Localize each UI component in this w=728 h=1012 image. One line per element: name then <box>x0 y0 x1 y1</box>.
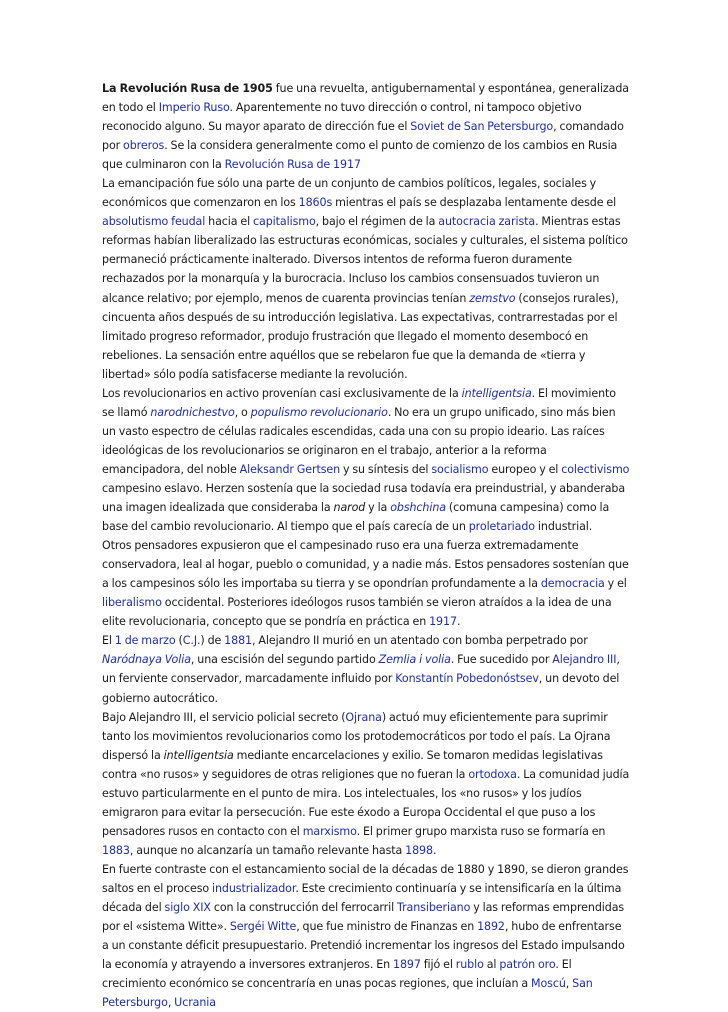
paragraph-4 <box>102 536 630 631</box>
text-run: . Fue sucedido por <box>450 653 553 667</box>
text-run: , que fue ministro de Finanzas en <box>296 920 478 934</box>
text-run: . Aparentemente no tuvo dirección o control, ni tampoco objetivo reconocido alguno. Su mayor aparato de dirección fue el <box>102 101 582 134</box>
text-run: En fuerte contraste con el estancamiento social de la décadas de 1880 y 1890, se dieron grandes saltos en el proceso <box>102 862 629 895</box>
text-run: al <box>483 958 500 972</box>
paragraph-7 <box>102 860 630 1012</box>
inline-link[interactable]: Konstantín Pobedonóstsev <box>395 672 539 686</box>
text-run: europeo y el <box>488 462 562 476</box>
inline-link[interactable]: San Petersburgo <box>102 977 593 1010</box>
text-run: , o <box>234 405 251 419</box>
text-run: campesino eslavo. Herzen sostenía que la sociedad rusa todavía era preindustrial, y abanderaba una imagen idealizada que consideraba la <box>102 481 626 515</box>
text-run: . El primer grupo marxista ruso se formaría en <box>356 824 606 838</box>
text-run: , un ferviente conservador, marcadamente influido por <box>102 653 620 686</box>
inline-link[interactable]: socialismo <box>431 462 489 476</box>
text-run: , bajo el régimen de la <box>315 215 439 229</box>
text-run: fue una revuelta, antigubernamental y espontánea, generalizada en todo el <box>102 82 629 115</box>
text-run: narod <box>333 501 366 515</box>
text-run: ) de <box>200 634 225 648</box>
text-run: y su síntesis del <box>340 462 432 476</box>
inline-link[interactable]: Sergéi Witte <box>229 920 297 934</box>
inline-link[interactable]: ortodoxa <box>468 767 517 781</box>
text-run: ( <box>175 634 183 648</box>
inline-link[interactable]: 1860s <box>298 196 333 210</box>
inline-link[interactable]: industrializador <box>212 881 296 895</box>
text-run: . <box>456 615 461 629</box>
document-body <box>102 79 630 1012</box>
text-run: . Se la considera generalmente como el punto de comienzo de los cambios en Rusia que culminaron con la <box>102 139 618 172</box>
inline-link[interactable]: 1917 <box>429 615 457 629</box>
text-run: con la construcción del ferrocarril <box>210 901 398 915</box>
inline-link[interactable]: obreros <box>123 139 165 153</box>
text-run: mediante encarcelaciones y exilio. Se tomaron medidas legislativas contra «no rusos» y seguidores de otras religiones que no fueran la <box>102 748 603 781</box>
text-run: , una escisión del segundo partido <box>190 653 379 667</box>
inline-link[interactable]: Zemlia i volia <box>378 653 451 667</box>
text-run: (comuna campesina) como la base del cambio revolucionario. Al tiempo que el país carecía de un <box>102 501 610 534</box>
text-run: Bajo Alejandro III, el servicio policial secreto ( <box>102 710 346 724</box>
inline-link[interactable]: obshchina <box>390 501 446 515</box>
inline-link[interactable]: Ucrania <box>174 996 216 1010</box>
text-run: fijó el <box>420 958 456 972</box>
inline-link[interactable]: intelligentsia <box>461 386 532 400</box>
inline-link[interactable]: 1883 <box>102 843 130 857</box>
inline-link[interactable]: populismo revolucionario <box>250 405 388 419</box>
inline-link[interactable]: capitalismo <box>253 215 316 229</box>
text-run: . Este crecimiento continuaría y se intensificaría en la última década del <box>102 881 622 915</box>
inline-link[interactable]: Moscú <box>531 977 566 991</box>
text-run: Otros pensadores expusieron que el campesinado ruso era una fuerza extremadamente conservadora, leal al hogar, pueblo o comunidad, y a nadie más. Estos pensadores sostenían que a los campesinos sólo les importaba su tierra y se opondrían profundamente a la <box>102 539 629 591</box>
inline-link[interactable]: 1898 <box>405 843 433 857</box>
text-run: . La comunidad judía estuvo particularmente en el punto de mira. Los intelectuales, los «no rusos» y los judíos emigraron para evitar la persecución. Fue este éxodo a Europa Occidental el que puso a los pensadores rusos en contacto con el <box>102 767 630 838</box>
paragraph-6 <box>102 708 630 860</box>
text-run: . El movimiento se llamó <box>102 386 616 419</box>
inline-link[interactable]: liberalismo <box>102 596 162 610</box>
inline-link[interactable]: siglo XIX <box>164 901 211 915</box>
text-run: , <box>167 996 175 1010</box>
inline-link[interactable]: Ojrana <box>345 710 382 724</box>
inline-link[interactable]: absolutismo feudal <box>102 215 206 229</box>
inline-link[interactable]: 1881 <box>224 634 253 648</box>
inline-link[interactable]: Imperio Ruso <box>158 101 230 115</box>
text-run: . Mientras estas reformas habían liberalizado las estructuras económicas, sociales y culturales, el sistema político permaneció prácticamente inalterado. Diversos intentos de reforma fueron duramente rechazados por la monarquía y la burocracia. Incluso los cambios consensuados tuvieron un alcance relativo; por ejemplo, menos de cuarenta provincias tenían <box>102 215 628 305</box>
inline-link[interactable]: Soviet de San Petersburgo <box>410 120 554 134</box>
inline-link[interactable]: 1897 <box>392 958 421 972</box>
text-run: , hubo de enfrentarse a un constante déficit presupuestario. Pretendió incrementar los ingresos del Estado impulsando la economía y atrayendo a inversores extranjeros. En <box>102 920 625 972</box>
text-run: industrial. <box>535 520 593 534</box>
text-run: mientras el país se desplazaba lentamente desde el <box>332 196 617 210</box>
text-run: y la <box>365 501 391 515</box>
text-run: Los revolucionarios en activo provenían casi exclusivamente de la <box>102 386 462 400</box>
text-run: intelligentsia <box>163 748 234 762</box>
text-run: (consejos rurales), cincuenta años después de su introducción legislativa. Las expectativas, contrarrestadas por el limitado progreso reformador, produjo frustración que llegado el momento desembocó en rebeliones. La sensación entre aquéllos que se rebelaron fue que la demanda de «tierra y libertad» sólo podía satisfacerse mediante la revolución. <box>102 291 619 381</box>
bold-title: La Revolución Rusa de 1905 <box>102 82 273 95</box>
paragraph-2 <box>102 174 630 384</box>
text-run: . No era un grupo unificado, sino más bien un vasto espectro de células radicales escendidas, cada una con su propio ideario. Las raíces ideológicas de los revolucionarios se originaron en el trabajo, anterior a la reforma emancipadora, del noble <box>102 405 616 476</box>
inline-link[interactable]: proletariado <box>468 520 535 534</box>
inline-link[interactable]: Revolución Rusa de 1917 <box>224 158 361 172</box>
inline-link[interactable]: patrón oro <box>499 958 556 972</box>
text-run: , comandado por <box>102 120 624 153</box>
text-run: , aunque no alcanzaría un tamaño relevante hasta <box>129 843 406 857</box>
paragraph-5 <box>102 631 630 707</box>
inline-link[interactable]: colectivismo <box>561 462 630 476</box>
text-run: , Alejandro II murió en un atentado con bomba perpetrado por <box>252 634 588 648</box>
text-run: y el <box>604 577 627 591</box>
inline-link[interactable]: Aleksandr Gertsen <box>239 462 341 476</box>
inline-link[interactable]: 1 de marzo <box>114 634 176 648</box>
inline-link[interactable]: marxismo <box>302 824 357 838</box>
inline-link[interactable]: Transiberiano <box>397 901 471 915</box>
inline-link[interactable]: autocracia zarista <box>438 215 536 229</box>
text-run: y las reformas emprendidas por el «sistema Witte». <box>102 901 625 934</box>
text-run: occidental. Posteriores ideólogos rusos también se vieron atraídos a la idea de una elite revolucionaria, concepto que se pondría en práctica en <box>102 596 612 629</box>
text-run: , <box>565 977 573 991</box>
paragraph-3 <box>102 384 630 536</box>
inline-link[interactable]: rublo <box>455 958 484 972</box>
inline-link[interactable]: 1892 <box>477 920 505 934</box>
inline-link[interactable]: narodnichestvo <box>150 405 235 419</box>
paragraph-1 <box>102 79 630 174</box>
inline-link[interactable]: C.J. <box>182 634 201 648</box>
text-run: El <box>102 634 115 648</box>
text-run: . <box>432 843 437 857</box>
inline-link[interactable]: Naródnaya Volia <box>102 653 191 667</box>
text-run: hacia el <box>205 215 254 229</box>
inline-link[interactable]: zemstvo <box>469 291 516 305</box>
text-run: , un devoto del gobierno autocrático. <box>102 672 620 705</box>
text-run: . El crecimiento económico se concentraría en unas pocas regiones, que incluían a <box>102 958 572 991</box>
inline-link[interactable]: Alejandro III <box>552 653 617 667</box>
text-run: ) actuó muy eficientemente para suprimir tanto los movimientos revolucionarios como los protodemocráticos por todo el país. La Ojrana dispersó la <box>102 710 611 762</box>
inline-link[interactable]: democracia <box>540 577 605 591</box>
text-run: La emancipación fue sólo una parte de un conjunto de cambios políticos, legales, sociales y económicos que comenzaron en los <box>102 177 597 210</box>
